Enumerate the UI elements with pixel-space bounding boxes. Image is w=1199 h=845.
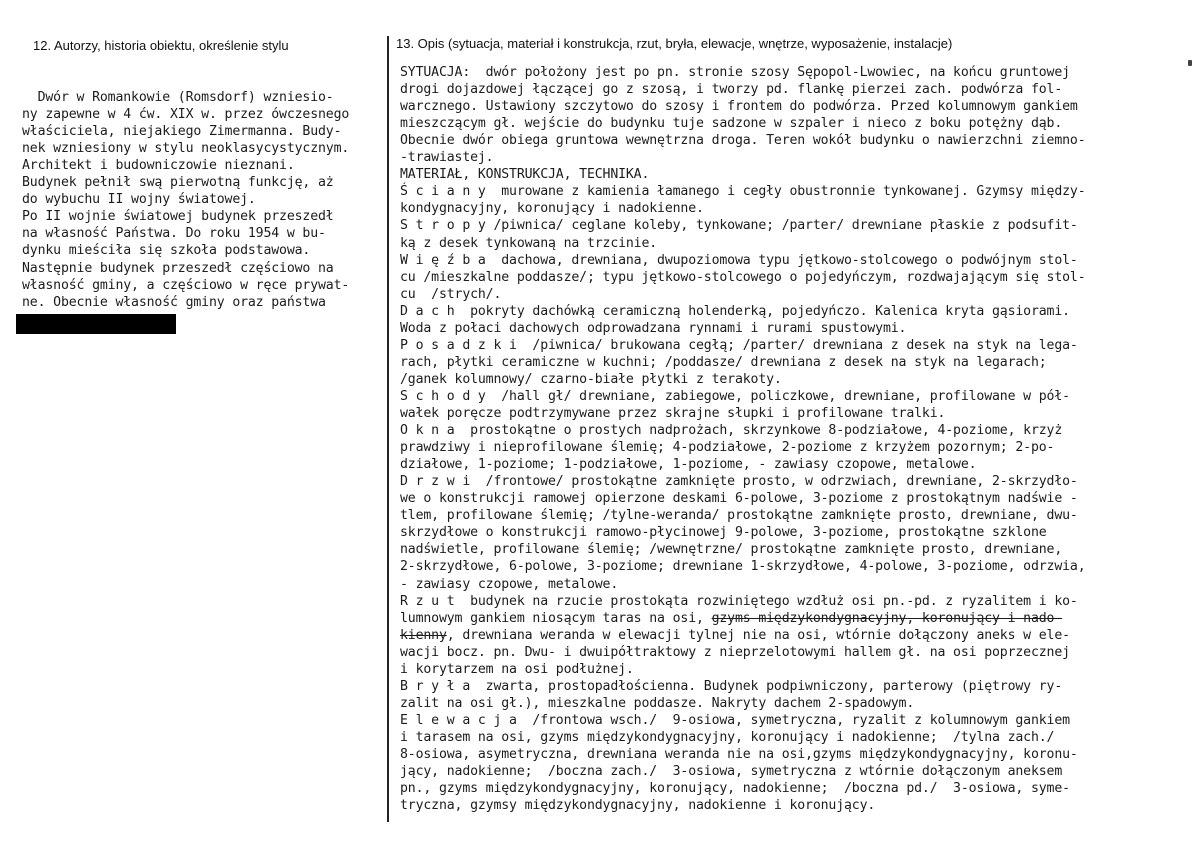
text-line: Architekt i budowniczowie nieznani. xyxy=(22,158,295,174)
text-line: SYTUACJA: dwór położony jest po pn. stronie szosy Sępopol-Lwowiec, na końcu gruntowej xyxy=(400,65,1070,80)
text-line: działowe, 1-poziome; 1-podziałowe, 1-poziome, - zawiasy czopowe, metalowe. xyxy=(400,457,977,473)
text-line: tryczna, gzymsy międzykondygnacyjny, nadokienne i koronujący. xyxy=(400,798,876,814)
text-line: skrzydłowe o konstrukcji ramowo-płycinowej 9-polowe, 3-poziome, prostokątne szklone xyxy=(400,525,1047,541)
text-line: E l e w a c j a /frontowa wsch./ 9-osiowa, symetryczna, ryzalit z kolumnowym gankiem xyxy=(400,712,1070,728)
text-line: cu /strych/. xyxy=(400,286,502,302)
text-line: kondygnacyjny, koronujący i nadokienne. xyxy=(400,201,704,217)
text-line: Obecnie dwór obiega gruntowa wewnętrzna droga. Teren wokół budynku o nawierzchni ziemno- xyxy=(400,133,1086,149)
text-line: R z u t budynek na rzucie prostokąta rozwiniętego wzdłuż osi pn.-pd. z ryzalitem i ko- xyxy=(400,593,1078,609)
text-line: D a c h pokryty dachówką ceramiczną holenderką, pojedyńczo. Kalenica kryta gąsiorami. xyxy=(400,303,1070,319)
text-line: prawdziwy i nieprofilowane ślemię; 4-podziałowe, 2-poziome z krzyżem pozornym; 2-po- xyxy=(400,440,1055,456)
section-12-heading: 12. Autorzy, historia obiektu, określenie stylu xyxy=(33,38,289,53)
redaction-bar xyxy=(16,314,176,334)
text-line: Woda z połaci dachowych odprowadzana rynnami i rurami spustowymi. xyxy=(400,320,907,336)
text-line: nadświetle, profilowane ślemię; /wewnętrzne/ prostokątne zamknięte prosto, drewniane, xyxy=(400,542,1063,558)
text-line: nek wzniesiony w stylu neoklasycystycznym. xyxy=(22,141,350,157)
text-line: Ś c i a n y murowane z kamienia łamanego i cegły obustronnie tynkowanej. Gzymsy między- xyxy=(400,184,1086,200)
struck-text: gzyms międzykondygnacyjny, koronujący i nado- xyxy=(711,610,1063,626)
text-line: do wybuchu II wojny światowej. xyxy=(22,192,256,208)
section-12-history xyxy=(0,0,386,845)
section-13-description xyxy=(392,0,1182,845)
text-line: Następnie budynek przeszedł częściowo na xyxy=(22,260,334,276)
text-line: i tarasem na osi, gzyms międzykondygnacyjny, koronujący i nadokienne; /tylna zach./ xyxy=(400,729,1055,745)
text-line: D r z w i /frontowe/ prostokątne zamknięte prosto, w odrzwiach, drewniane, 2-skrzydło- xyxy=(400,474,1078,490)
text-line: ne. Obecnie własność gminy oraz państwa xyxy=(22,294,326,310)
margin-mark xyxy=(1188,60,1192,66)
text-line: cu /mieszkalne poddasze/; typu jętkowo-stolcowego o pojedyńczym, rozdwajającym się stol- xyxy=(400,269,1086,285)
text-line: 8-osiowa, asymetryczna, drewniana weranda nie na osi,gzyms międzykondygnacyjny, koronu- xyxy=(400,747,1078,762)
text-line: własność gminy, a częściowo w ręce prywat- xyxy=(22,277,350,293)
text-line: B r y ł a zwarta, prostopadłościenna. Budynek podpiwniczony, parterowy (piętrowy ry- xyxy=(400,678,1063,694)
text-line: drogi dojazdowej łączącej go z szosą, i tworzy pd. flankę pierzei zach. podwórza fol- xyxy=(400,82,1063,98)
text-line: wacji bocz. pn. Dwu- i dwuipółtraktowy z nieprzelotowymi hallem gł. na osi poprzecznej xyxy=(400,644,1070,660)
text-line: rach, płytki ceramiczne w kuchni; /poddasze/ drewniana z desek na styk na legarach; xyxy=(400,354,1047,370)
text-line: jący, nadokienne; /boczna zach./ 3-osiowa, symetryczna z wtórnie dołączonym aneksem xyxy=(400,764,1063,780)
text-line: /ganek kolumnowy/ czarno-białe płytki z terakoty. xyxy=(400,371,782,387)
text-line: 2-skrzydłowe, 6-polowe, 3-poziome; drewniane 1-skrzydłowe, 4-polowe, 3-poziome, odrzwia, xyxy=(400,559,1086,575)
text-line: pn., gzyms międzykondygnacyjny, koronujący, nadokienne; /boczna pd./ 3-osiowa, syme- xyxy=(400,781,1070,797)
text-line: -trawiastej. xyxy=(400,150,494,166)
text-line: wałek poręcze podtrzymywane przez skrajne słupki i profilowane tralki. xyxy=(400,406,946,421)
section-13-heading: 13. Opis (sytuacja, materiał i konstrukcja, rzut, bryła, elewacje, wnętrze, wyposażenie, instalacje) xyxy=(396,36,953,51)
text-line: S t r o p y /piwnica/ ceglane koleby, tynkowane; /parter/ drewniane płaskie z podsufit- xyxy=(400,218,1078,234)
text-line: na własność Państwa. Do roku 1954 w bu- xyxy=(22,226,326,242)
struck-text: kienny xyxy=(400,627,447,643)
text-line: właściciela, niejakiego Zimermanna. Budy- xyxy=(22,124,342,140)
text-line: tlem, profilowane ślemię; /tylne-weranda/ prostokątne zamknięte prosto, drewniane, dwu- xyxy=(400,508,1078,524)
column-divider xyxy=(387,36,389,822)
text-line: Dwór w Romankowie (Romsdorf) wzniesio- xyxy=(22,90,334,105)
text-line: we o konstrukcji ramowej opierzone deskami 6-polowe, 3-poziome z prostokątnym nadświe - xyxy=(400,491,1078,507)
text-line: Budynek pełnił swą pierwotną funkcję, aż xyxy=(22,175,334,191)
text-line: O k n a prostokątne o prostych nadprożach, skrzynkowe 8-podziałowe, 4-poziome, krzyż xyxy=(400,423,1063,439)
text-line: S c h o d y /hall gł/ drewniane, zabiegowe, policzkowe, drewniane, profilowane w pół- xyxy=(400,388,1070,404)
text-line: dynku mieściła się szkoła podstawowa. xyxy=(22,243,311,259)
text-line: i korytarzem na osi podłużnej. xyxy=(400,661,634,677)
text-line: zalit na osi gł.), mieszkalne poddasze. Nakryty dachem 2-spadowym. xyxy=(400,695,915,711)
text-line: W i ę ź b a dachowa, drewniana, dwupoziomowa typu jętkowo-stolcowego o podwójnym stol- xyxy=(400,252,1078,268)
text-line: mieszczącym gł. wejście do budynku tuje sadzone w szpaler i nieco z boku potężny dąb. xyxy=(400,116,1063,132)
text-line: MATERIAŁ, KONSTRUKCJA, TECHNIKA. xyxy=(400,167,650,183)
text-line: ką z desek tynkowaną na trzcinie. xyxy=(400,235,658,251)
text-line: - zawiasy czopowe, metalowe. xyxy=(400,576,619,592)
text-line: P o s a d z k i /piwnica/ brukowana cegłą; /parter/ drewniana z desek na styk na lega- xyxy=(400,337,1078,353)
text-line: kienny, drewniana weranda w elewacji tylnej nie na osi, wtórnie dołączony aneks w ele- xyxy=(400,627,1070,643)
text-line: Po II wojnie światowej budynek przeszedł xyxy=(22,209,334,225)
text-line: ny zapewne w 4 ćw. XIX w. przez ówczesnego xyxy=(22,107,350,123)
text-line: lumnowym gankiem niosącym taras na osi, gzyms międzykondygnacyjny, koronujący i nado- xyxy=(400,610,1063,626)
text-line: warcznego. Ustawiony szczytowo do szosy i frontem do podwórza. Przed kolumnowym gankiem xyxy=(400,99,1078,115)
